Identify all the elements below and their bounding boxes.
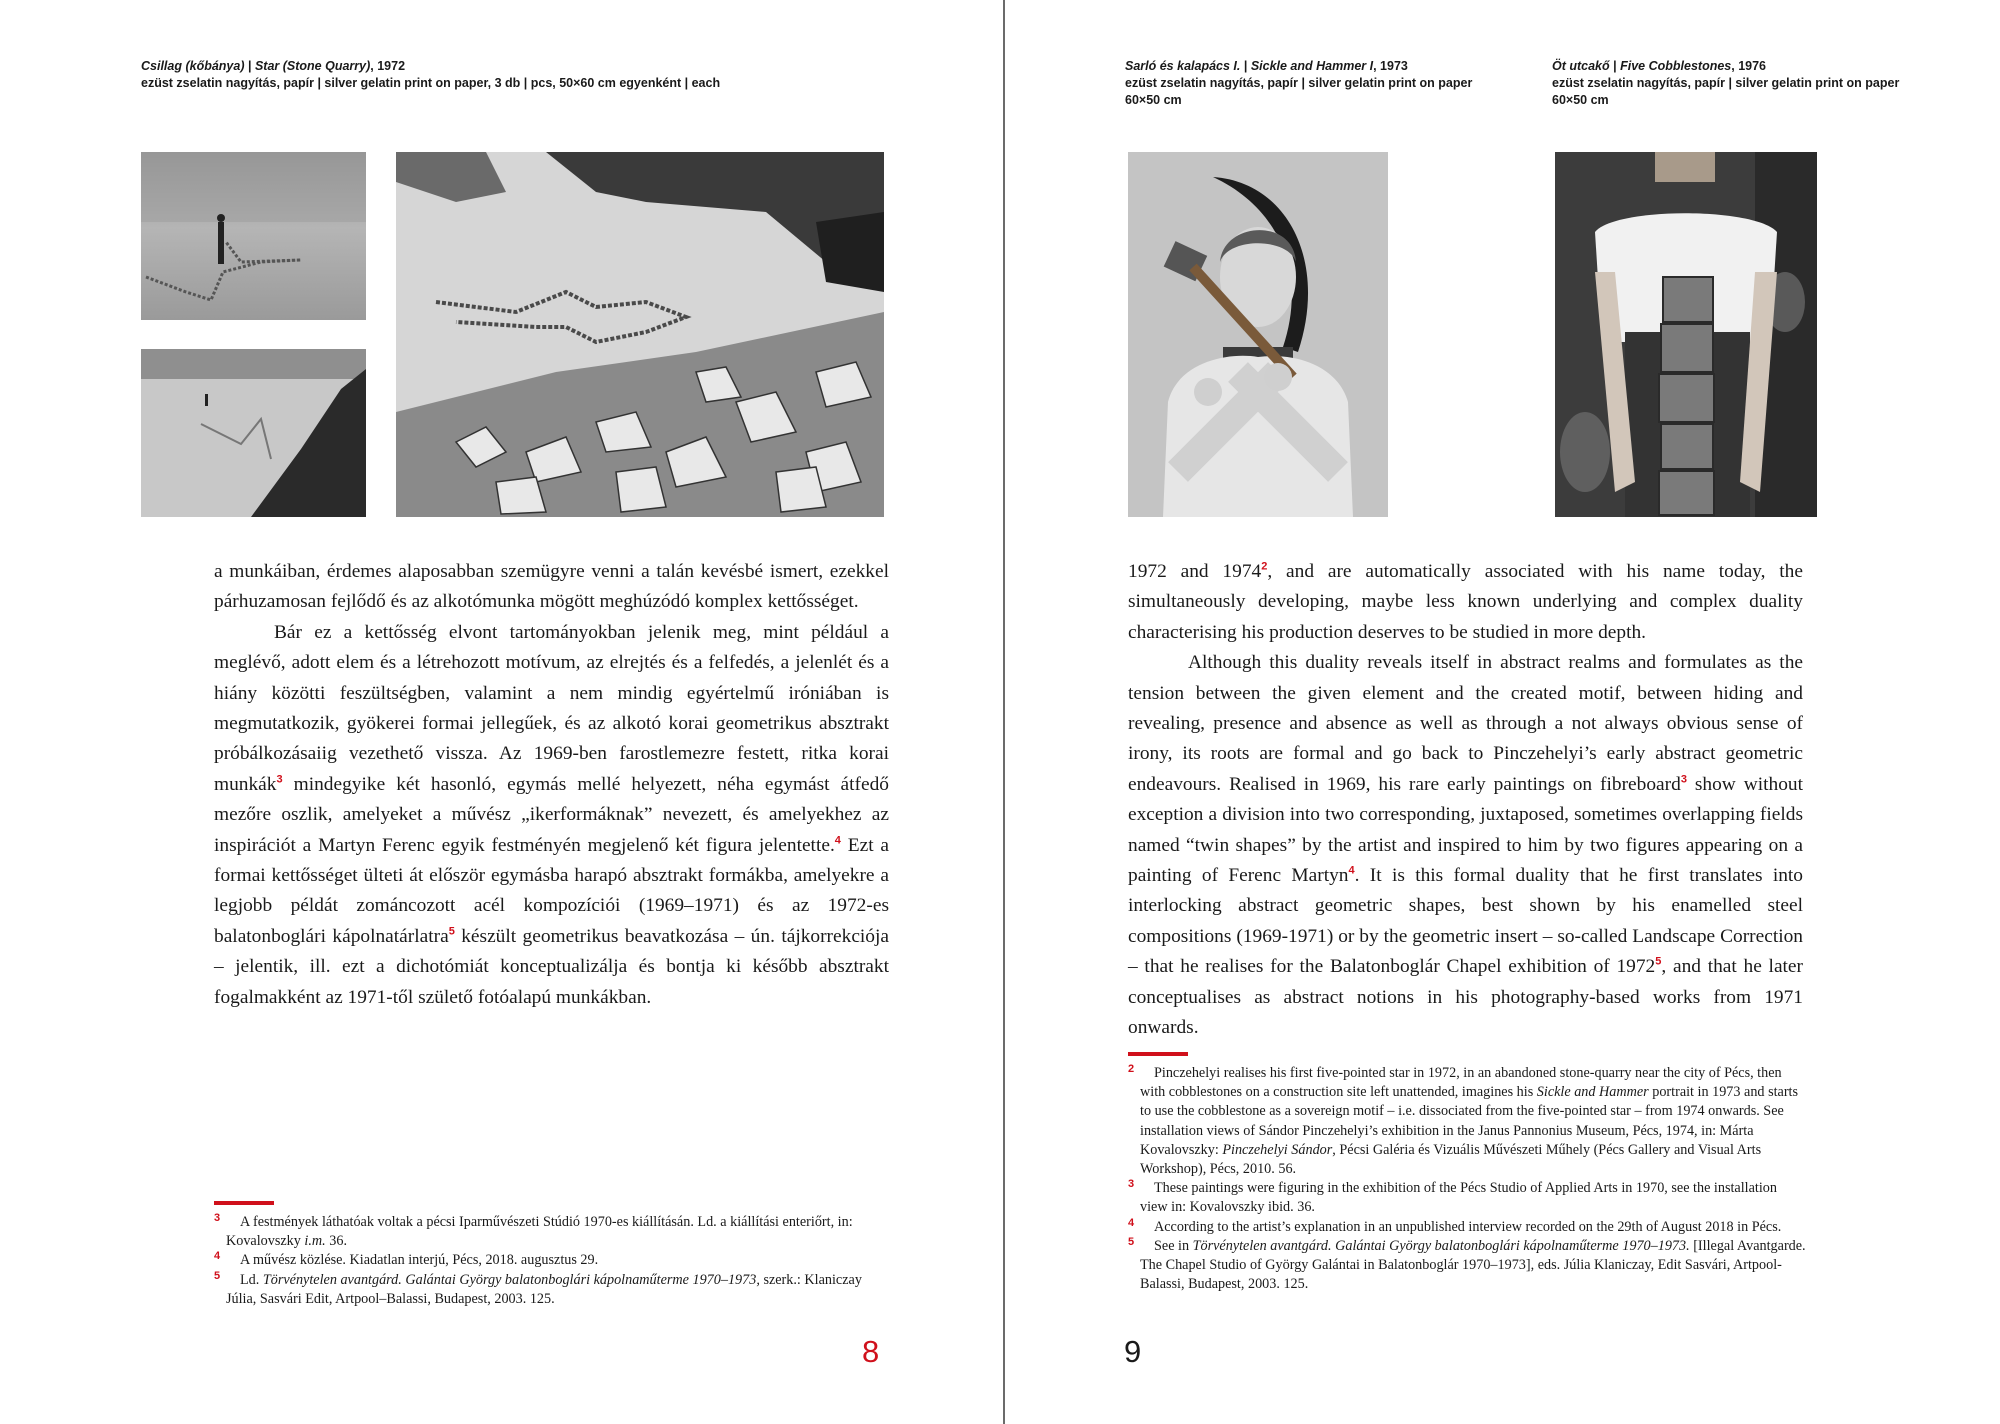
text-run: , and that he later conceptualises as abstract notions in his photography-based works from 1971 onwards.	[1128, 956, 1803, 1039]
text-run: . It is this formal duality that he first translates into interlocking abstract geometric shapes, best shown by his enamelled steel compositions (1969-1971) or by the geometric insert – so-called Landscape Correction – that he realises for the Balatonboglár Chapel exhibition of 1972	[1128, 865, 1803, 978]
star-quarry-photo-walking-figure	[141, 349, 366, 517]
caption-separator: |	[1609, 59, 1621, 73]
footnote-ref-3[interactable]: 3	[276, 773, 283, 786]
caption-size: 60×50 cm	[1552, 93, 1609, 107]
five-cobblestones-photo	[1555, 152, 1817, 517]
book-spine	[1003, 0, 1005, 1424]
footnote-text: A festmények láthatóak voltak a pécsi Iparművészeti Stúdió 1970-es kiállításán. Ld. a kiállítási enteriőrt, in: Kovalovszky	[226, 1214, 853, 1250]
left-photo-caption	[141, 58, 861, 92]
footnote-italic: Törvénytelen avantgárd. Galántai György balatonboglári kápolnaműterme 1970–1973,	[262, 1271, 760, 1288]
caption-size: 60×50 cm	[1125, 93, 1182, 107]
footnote-text: See in	[1154, 1237, 1193, 1254]
text-run: a munkáiban, érdemes alaposabban szemügyre venni a talán kevésbé ismert, ezekkel párhuzamosan fejlődő és az alkotómunka mögött meghúzódó komplex kettősséget.	[214, 561, 889, 613]
caption-year: , 1976	[1731, 59, 1767, 73]
footnote-number: 5	[214, 1269, 221, 1282]
footnote-text: 36.	[325, 1233, 347, 1250]
caption-title-en: Five Cobblestones	[1620, 59, 1732, 73]
left-paragraph-1	[214, 557, 889, 618]
sickle-hammer-caption	[1125, 58, 1535, 109]
footnote-text: Ld.	[240, 1271, 263, 1288]
text-run: Although this duality reveals itself in abstract realms and formulates as the tension between the given element and the created motif, between hiding and revealing, presence and absence as well as through a not always obvious sense of irony, its roots are formal and go back to Pinczehelyi’s early abstract geometric endeavours. Realised in 1969, his rare early paintings on fibreboard	[1128, 652, 1803, 795]
caption-title	[141, 58, 861, 75]
footnote-3	[1128, 1179, 1808, 1217]
footnote-text: szerk.: Klaniczay Júlia, Sasvári Edit, Artpool–Balassi, Budapest, 2003. 125.	[226, 1271, 862, 1307]
footnote-number: 3	[1128, 1178, 1135, 1191]
caption-title	[1125, 58, 1535, 75]
footnote-italic: i.m.	[304, 1233, 326, 1250]
text-run: 1972 and 1974	[1128, 561, 1262, 582]
caption-separator: |	[1240, 59, 1251, 73]
footnote-text: A művész közlése. Kiadatlan interjú, Pécs, 2018. augusztus 29.	[240, 1252, 599, 1269]
text-run: , and are automatically associated with his name today, the simultaneously developing, maybe less known underlying and complex duality characterising his production deserves to be studied in more depth.	[1128, 561, 1803, 643]
left-paragraph-2	[214, 618, 889, 1013]
text-run: mindegyike két hasonló, egymás mellé helyezett, néha egymást átfedő mezőre oszlik, amelyeket a művész „ikerformáknak” nevezett, és amelyekhez az inspirációt a Martyn Ferenc egyik festményén megjelenő két figura jelentette.	[214, 773, 889, 856]
caption-year: , 1972	[370, 59, 406, 73]
footnote-5	[1128, 1237, 1808, 1295]
footnote-number: 4	[214, 1250, 221, 1263]
footnote-4	[1128, 1218, 1808, 1237]
footnote-text: [Illegal Avantgarde. The Chapel Studio of György Galántai in Balatonboglár 1970–1973], eds. Júlia Klaniczay, Edit Sasvári, Artpool-Balassi, Budapest, 2003. 125.	[1140, 1237, 1806, 1293]
caption-medium: ezüst zselatin nagyítás, papír | silver gelatin print on paper	[1552, 76, 1900, 90]
star-quarry-photo-figure-standing	[141, 152, 366, 320]
right-footnotes	[1128, 1064, 1808, 1294]
footnote-italic: Törvénytelen avantgárd. Galántai György balatonboglári kápolnaműterme 1970–1973.	[1192, 1237, 1690, 1254]
footnote-2	[1128, 1064, 1808, 1179]
text-run: show without exception a division into two corresponding, juxtaposed, sometimes overlapping fields named “twin shapes” by the artist and inspired to him by two figures appearing on a painting of Ferenc Martyn	[1128, 773, 1804, 887]
left-footnotes	[214, 1213, 864, 1309]
footnote-ref-5[interactable]: 5	[1655, 955, 1662, 968]
text-run: Bár ez a kettősség elvont tartományokban jelenik meg, mint például a meglévő, adott elem és a létrehozott motívum, az elrejtés és a felfedés, a jelenlét és a hiány közötti feszültségben, valamint a nem mindig egyértelmű iróniában is megmutatkozik, gyökerei formai jellegűek, és az alkotó korai geometrikus absztrakt próbálkozásaiig vezethető vissza. Az 1969-ben farostlemezre festett, ritka korai munkák	[214, 621, 889, 795]
caption-title-en: Star (Stone Quarry)	[254, 59, 371, 73]
right-body-text	[1128, 557, 1803, 1044]
text-run: Ezt a formai kettősséget ülteti át először egymásba harapó absztrakt formákba, amelyekre a legjobb példát zománcozott acél kompozíciói (1969–1971) és az 1972-es balatonboglári kápolnatárlatra	[214, 834, 890, 947]
right-paragraph-1	[1128, 557, 1803, 648]
caption-title-hu: Sarló és kalapács I.	[1125, 59, 1241, 73]
text-run: készült geometrikus beavatkozása – ún. tájkorrekciója – jelentik, ill. ezt a dichotómiát konceptualizálja és bontja ki később absztrakt fogalmakként az 1971-től születő fotóalapú munkákban.	[214, 925, 889, 1008]
caption-title-hu: Csillag (kőbánya)	[141, 59, 245, 73]
footnote-rule	[1128, 1052, 1188, 1056]
footnote-text: portrait in 1973 and starts to use the cobblestone as a sovereign motif – i.e. dissociated from the five-pointed star – from 1974 onwards. See installation views of Sándor Pinczehelyi’s exhibition in the Janus Pannonius Museum, Pécs, 1974, in: Márta Kovalovszky:	[1140, 1084, 1799, 1158]
footnote-ref-5[interactable]: 5	[448, 925, 455, 938]
caption-separator: |	[244, 59, 255, 73]
five-cobblestones-caption	[1552, 58, 1962, 109]
caption-year: , 1973	[1373, 59, 1408, 73]
footnote-number: 5	[1128, 1235, 1135, 1248]
footnote-ref-4[interactable]: 4	[834, 834, 841, 847]
footnote-rule	[214, 1201, 274, 1205]
caption-title	[1552, 58, 1962, 75]
caption-title-hu: Öt utcakő	[1552, 59, 1610, 73]
footnote-3	[214, 1213, 864, 1251]
caption-medium: ezüst zselatin nagyítás, papír | silver gelatin print on paper, 3 db | pcs, 50×60 cm egyenként | each	[141, 76, 721, 90]
footnote-italic: Sickle and Hammer	[1536, 1084, 1649, 1101]
caption-medium: ezüst zselatin nagyítás, papír | silver gelatin print on paper	[1125, 76, 1473, 90]
footnote-number: 3	[214, 1212, 221, 1224]
footnote-5	[214, 1271, 864, 1309]
footnote-number: 2	[1128, 1063, 1135, 1075]
footnote-text: Pinczehelyi realises his first five-pointed star in 1972, in an abandoned stone-quarry near the city of Pécs, then with cobblestones on a construction site left unattended, imagines his	[1140, 1065, 1782, 1101]
sickle-and-hammer-portrait	[1128, 152, 1388, 517]
footnote-ref-4[interactable]: 4	[1348, 864, 1355, 877]
star-quarry-photo-large	[396, 152, 884, 517]
footnote-ref-2[interactable]: 2	[1261, 560, 1268, 573]
footnote-number: 4	[1128, 1216, 1135, 1229]
left-body-text	[214, 557, 889, 1013]
page-number-right: 9	[1124, 1334, 1142, 1369]
page-number-left: 8	[862, 1334, 880, 1369]
footnote-text: According to the artist’s explanation in an unpublished interview recorded on the 29th of August 2018 in Pécs.	[1154, 1218, 1782, 1235]
caption-title-en: Sickle and Hammer I	[1250, 59, 1374, 73]
footnote-text: These paintings were figuring in the exhibition of the Pécs Studio of Applied Arts in 1970, see the installation view in: Kovalovszky ibid. 36.	[1140, 1180, 1777, 1216]
footnote-4	[214, 1251, 864, 1270]
footnote-text: , Pécsi Galéria és Vizuális Művészeti Műhely (Pécs Gallery and Visual Arts Workshop), Pécs, 2010. 56.	[1140, 1141, 1762, 1178]
footnote-ref-3[interactable]: 3	[1680, 773, 1687, 786]
footnote-italic: Pinczehelyi Sándor	[1222, 1141, 1333, 1158]
right-paragraph-2	[1128, 648, 1803, 1043]
